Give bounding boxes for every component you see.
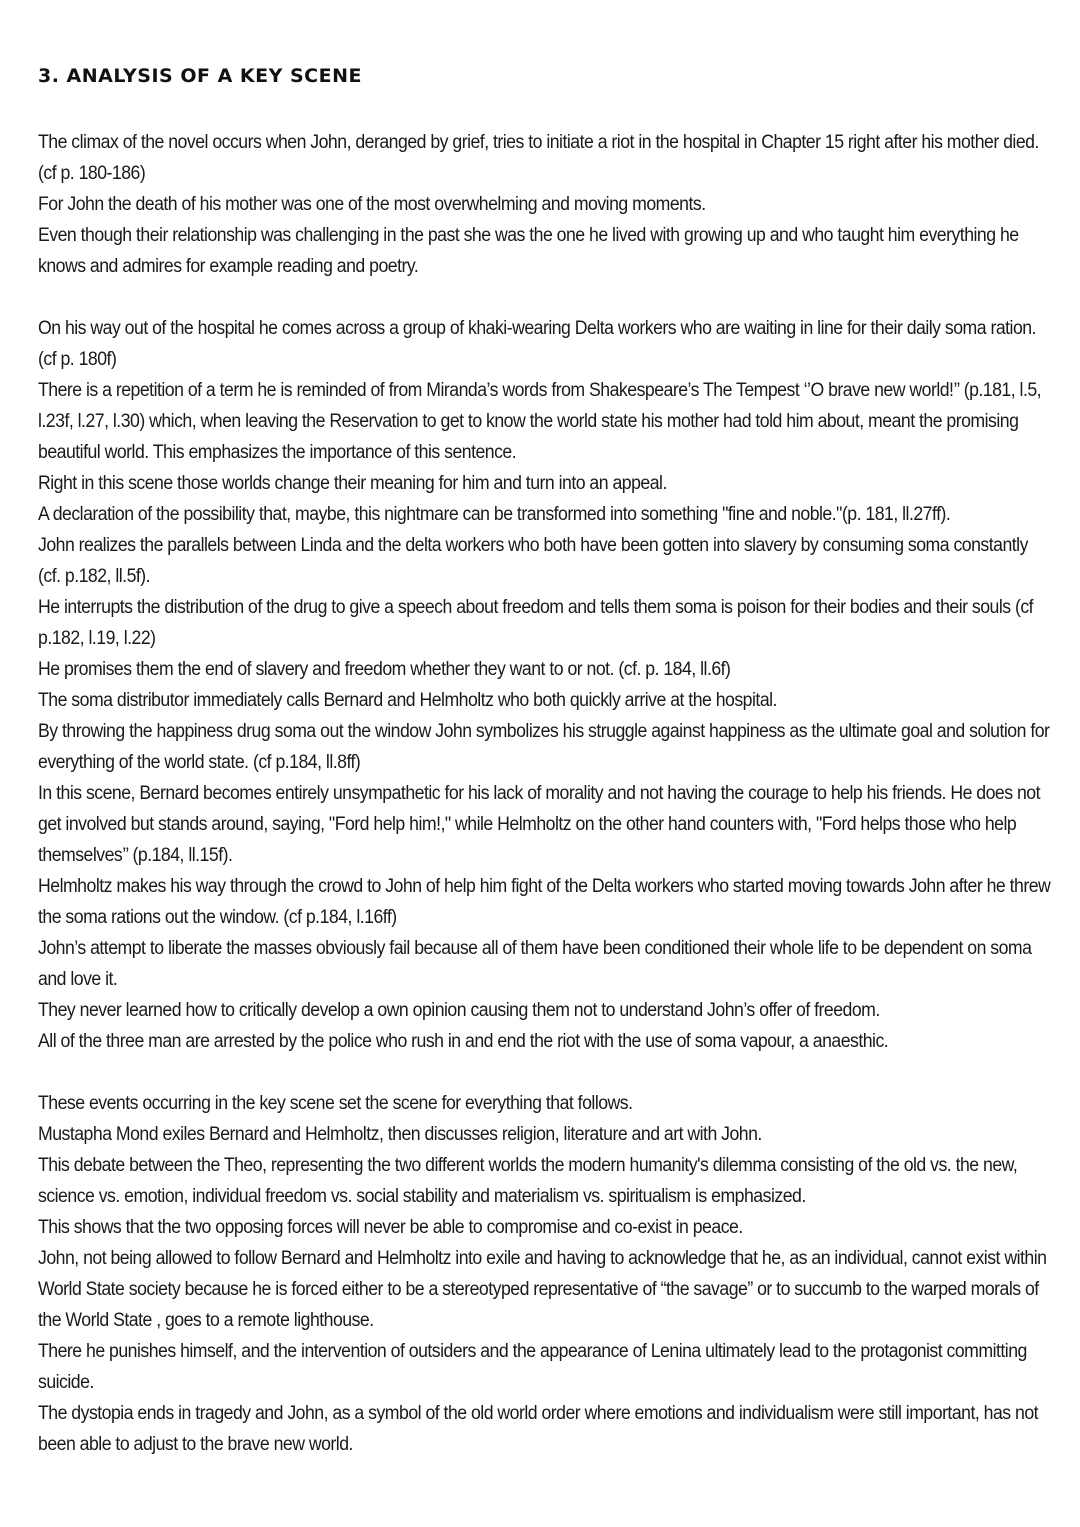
text-line: The climax of the novel occurs when John, deranged by grief, tries to initiate a riot in the hospital in Chapter 15 right after his mother died. (cf p. 180-186) <box>38 132 1039 184</box>
text-line: In this scene, Bernard becomes entirely unsympathetic for his lack of morality and not having the courage to help his friends. He does not get involved but stands around, saying, "Ford help him!," while Helmholtz on the other hand counters with, "Ford helps those who help themselves’’ (p.184, ll.15f). <box>38 783 1040 866</box>
text-line: The dystopia ends in tragedy and John, as a symbol of the old world order where emotions and individualism were still important, has not been able to adjust to the brave new world. <box>38 1403 1039 1455</box>
text-line: They never learned how to critically develop a own opinion causing them not to understand John’s offer of freedom. <box>38 1000 880 1021</box>
paragraph-scene <box>38 313 1053 1057</box>
text-line: A declaration of the possibility that, maybe, this nightmare can be transformed into something "fine and noble."(p. 181, ll.27ff). <box>38 504 951 525</box>
text-line: Mustapha Mond exiles Bernard and Helmholtz, then discusses religion, literature and art with John. <box>38 1124 762 1145</box>
text-line: By throwing the happiness drug soma out the window John symbolizes his struggle against happiness as the ultimate goal and solution for everything of the world state. (cf p.184, ll.8ff) <box>38 721 1050 773</box>
text-line: For John the death of his mother was one of the most overwhelming and moving moments. <box>38 194 706 215</box>
paragraph-aftermath <box>38 1088 1053 1460</box>
text-line: The soma distributor immediately calls Bernard and Helmholtz who both quickly arrive at the hospital. <box>38 690 777 711</box>
text-line: These events occurring in the key scene set the scene for everything that follows. <box>38 1093 633 1114</box>
text-line: There he punishes himself, and the intervention of outsiders and the appearance of Lenina ultimately lead to the protagonist committing suicide. <box>38 1341 1027 1393</box>
text-line: All of the three man are arrested by the police who rush in and end the riot with the use of soma vapour, a anaesthic. <box>38 1031 889 1052</box>
document-page <box>38 62 1053 1491</box>
paragraph-intro <box>38 127 1053 282</box>
text-line: John realizes the parallels between Linda and the delta workers who both have been gotten into slavery by consuming soma constantly (cf. p.182, ll.5f). <box>38 535 1028 587</box>
section-heading: 3. ANALYSIS OF A KEY SCENE <box>38 65 362 87</box>
text-line: This shows that the two opposing forces will never be able to compromise and co-exist in peace. <box>38 1217 743 1238</box>
text-line: This debate between the Theo, representing the two different worlds the modern humanity's dilemma consisting of the old vs. the new, science vs. emotion, individual freedom vs. social stability and materialism vs. spiritualism is emphasized. <box>38 1155 1018 1207</box>
text-line: He promises them the end of slavery and freedom whether they want to or not. (cf. p. 184, ll.6f) <box>38 659 731 680</box>
text-line: John, not being allowed to follow Bernard and Helmholtz into exile and having to acknowledge that he, as an individual, cannot exist within World State society because he is forced either to be a stereotyped representative of “the savage” or to succumb to the warped morals of the World State , goes to a remote lighthouse. <box>38 1248 1047 1331</box>
text-line: Helmholtz makes his way through the crowd to John of help him fight of the Delta workers who started moving towards John after he threw the soma rations out the window. (cf p.184, l.16ff) <box>38 876 1051 928</box>
text-line: He interrupts the distribution of the drug to give a speech about freedom and tells them soma is poison for their bodies and their souls (cf p.182, l.19, l.22) <box>38 597 1034 649</box>
text-line: John’s attempt to liberate the masses obviously fail because all of them have been conditioned their whole life to be dependent on soma and love it. <box>38 938 1032 990</box>
text-line: Right in this scene those worlds change their meaning for him and turn into an appeal. <box>38 473 667 494</box>
text-line: Even though their relationship was challenging in the past she was the one he lived with growing up and who taught him everything he knows and admires for example reading and poetry. <box>38 225 1019 277</box>
text-line: There is a repetition of a term he is reminded of from Miranda’s words from Shakespeare’s The Tempest ‘’O brave new world!’’ (p.181, l.5, l.23f, l.27, l.30) which, when leaving the Reservation to get to know the world state his mother had told him about, meant the promising beautiful world. This emphasizes the importance of this sentence. <box>38 380 1042 463</box>
text-line: On his way out of the hospital he comes across a group of khaki-wearing Delta workers who are waiting in line for their daily soma ration. (cf p. 180f) <box>38 318 1036 370</box>
